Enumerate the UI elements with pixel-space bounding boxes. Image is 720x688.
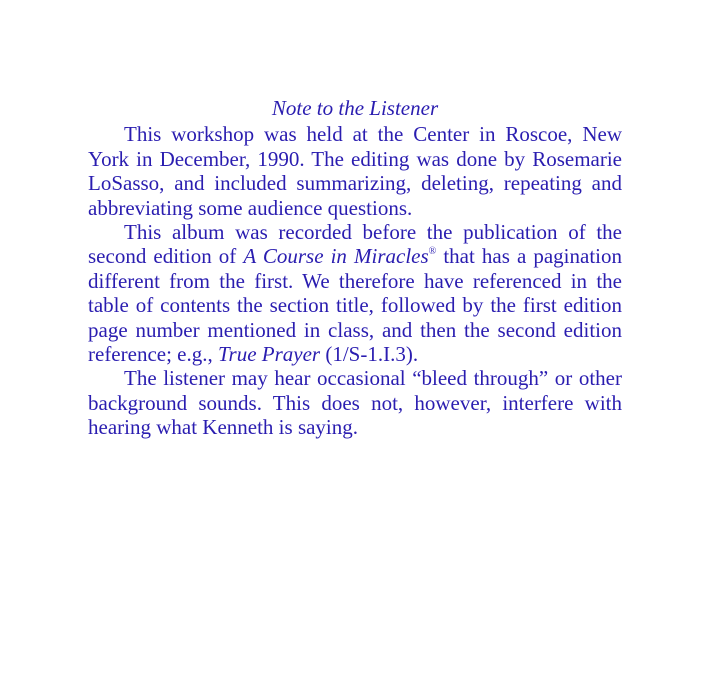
paragraph-edition-text-3: (1/S-1.I.3). <box>320 342 419 367</box>
book-title: A Course in Miracles <box>243 244 429 269</box>
paragraph-edition-text-1: This album was recorded before the publication of the second edition of <box>88 220 622 269</box>
note-page <box>88 96 622 440</box>
paragraph-edition-info <box>88 220 622 366</box>
note-title: Note to the Listener <box>271 96 439 120</box>
example-section-title: True Prayer <box>218 342 321 367</box>
registered-mark: ® <box>428 246 437 258</box>
paragraph-edition-text-2: that has a pagination different from the first. We therefore have referenced in the table of contents the section title, followed by the first edition page number mentioned in class, and then the second edition reference; e.g., <box>88 244 622 367</box>
paragraph-workshop-info: This workshop was held at the Center in Roscoe, New York in December, 1990. The editing was done by Rosemarie LoSasso, and included summarizing, deleting, repeating and abbreviating some audience questions. <box>88 122 622 220</box>
paragraph-audio-note: The listener may hear occasional “bleed through” or other background sounds. This does not, however, interfere with hearing what Kenneth is saying. <box>88 366 622 440</box>
